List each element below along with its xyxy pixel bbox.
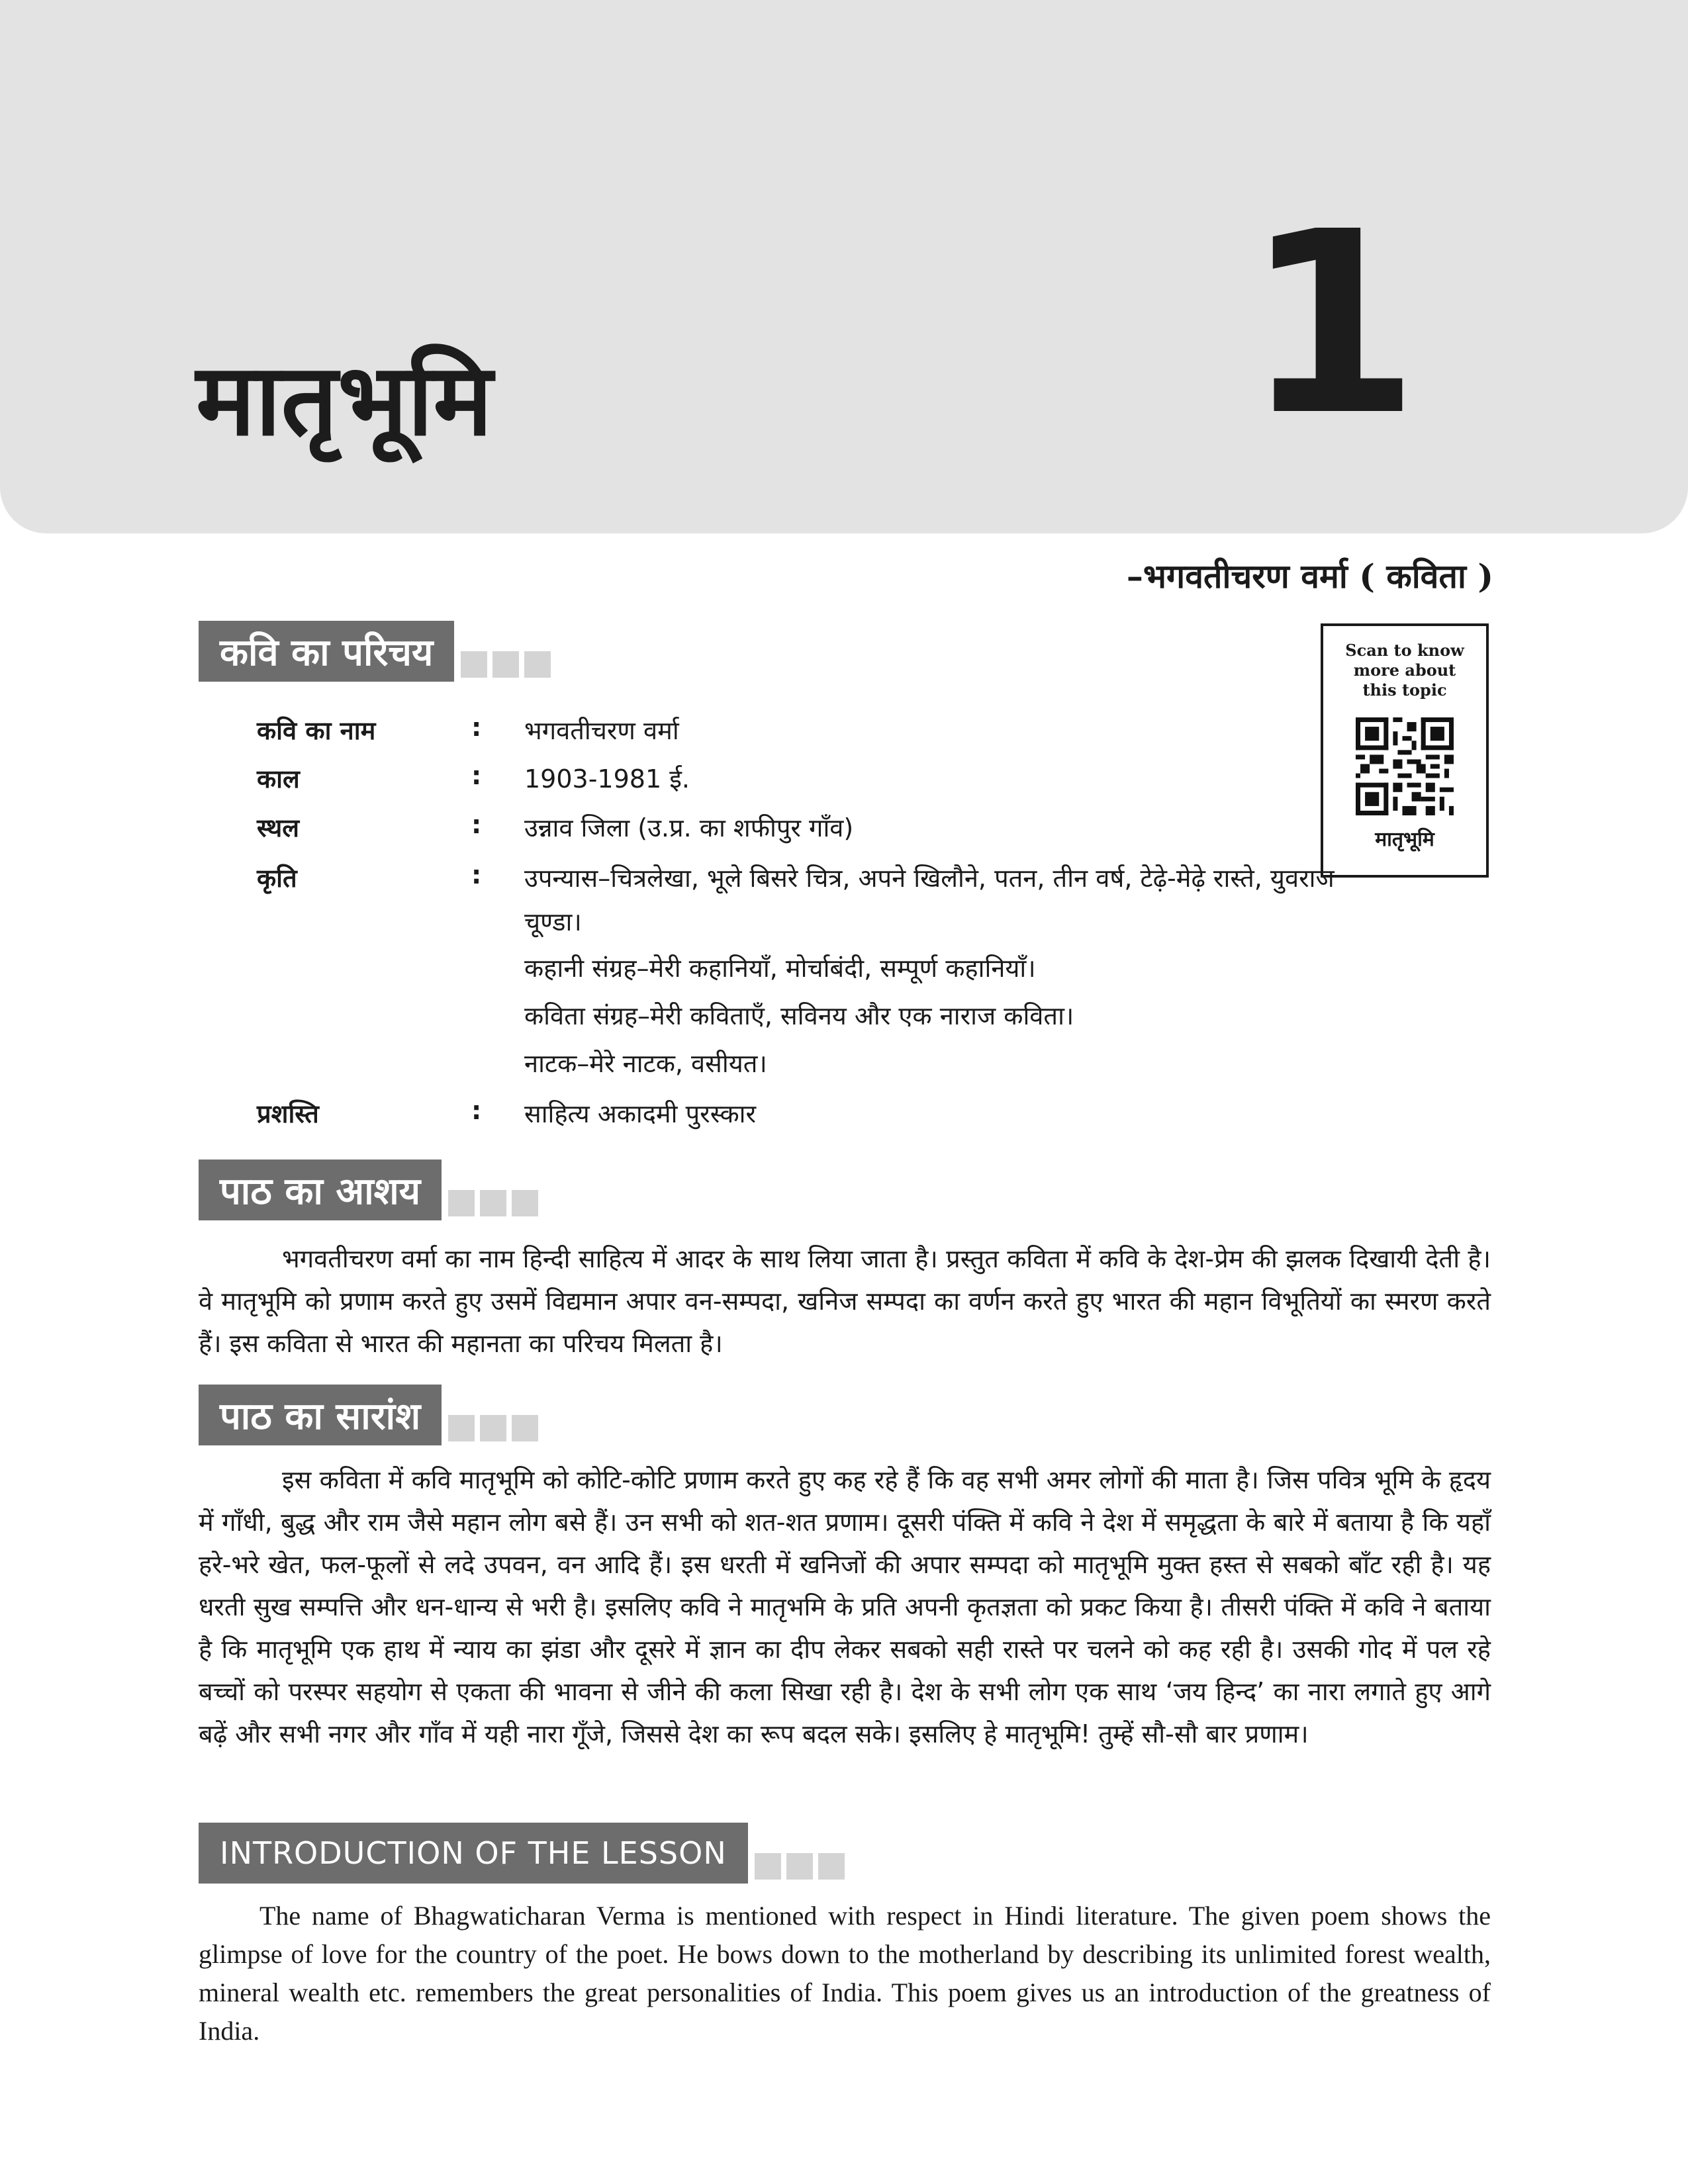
info-colon: : (471, 860, 482, 889)
saransh-paragraph (199, 1459, 1491, 1755)
info-label: प्रशस्ति (257, 1099, 319, 1128)
info-value: साहित्य अकादमी पुरस्कार (524, 1099, 757, 1128)
info-label: काल (257, 764, 300, 794)
aashay-paragraph (199, 1238, 1491, 1365)
heading-decoration (755, 1853, 845, 1880)
english-paragraph (199, 1897, 1491, 2050)
section-heading-label: पाठ का सारांश (199, 1385, 442, 1445)
qr-topic-label: मातृभूमि (1375, 828, 1434, 851)
section-heading-aashay (199, 1160, 538, 1220)
qr-code-box[interactable] (1321, 623, 1489, 878)
section-heading-intro (199, 621, 551, 682)
heading-decoration (448, 1190, 538, 1216)
chapter-title: मातृभूमि (196, 343, 493, 458)
works-line-novels-cont: चूण्डा। (524, 907, 582, 936)
section-heading-saransh (199, 1385, 538, 1445)
heading-decoration (448, 1415, 538, 1441)
info-value: भगवतीचरण वर्मा (524, 716, 679, 745)
saransh-text: इस कविता में कवि मातृभूमि को कोटि-कोटि प्रणाम करते हुए कह रहे हैं कि वह सभी अमर लोगों की माता है। जिस पवित्र भूमि के हृदय में गाँधी, बुद्ध और राम जैसे महान लोग बसे हैं। उन सभी को शत-शत प्रणाम। दूसरी पंक्ति में कवि ने देश में समृद्धता के बारे में बताया है कि यहाँ हरे-भरे खेत, फल-फूलों से लदे उपवन, वन आदि हैं। इस धरती में खनिजों की अपार सम्पदा को मातृभूमि मुक्त हस्त से सबको बाँट रही है। यह धरती सुख सम्पत्ति और धन-धान्य से भरी है। इसलिए कवि ने मातृभमि के प्रति अपनी कृतज्ञता को प्रकट किया है। तीसरी पंक्ति में कवि ने बताया है कि मातृभूमि एक हाथ में न्याय का झंडा और दूसरे में ज्ञान का दीप लेकर सबको सही रास्ते पर चलने को कह रही है। उसकी गोद में पल रहे बच्चों को परस्पर सहयोग से एकता की भावना से जीने की कला सिखा रही है। देश के सभी लोग एक साथ ‘जय हिन्द’ का नारा लगाते हुए आगे बढ़ें और सभी नगर और गाँव में यही नारा गूँजे, जिससे देश का रूप बदल सके। इसलिए हे मातृभूमि! तुम्हें सौ-सौ बार प्रणाम। (199, 1465, 1491, 1749)
author-byline: –भगवतीचरण वर्मा ( कविता ) (1126, 557, 1493, 596)
section-heading-label: कवि का परिचय (199, 621, 454, 682)
qr-caption: Scan to know more about this topic (1345, 641, 1464, 700)
info-label: स्थल (257, 813, 300, 842)
works-line-novels: उपन्यास–चित्रलेखा, भूले बिसरे चित्र, अपने खिलौने, पतन, तीन वर्ष, टेढ़े-मेढ़े रास्ते, युवराज (524, 864, 1335, 893)
qr-code-icon[interactable] (1356, 717, 1454, 815)
section-heading-label: INTRODUCTION OF THE LESSON (199, 1823, 748, 1884)
aashay-text: भगवतीचरण वर्मा का नाम हिन्दी साहित्य में आदर के साथ लिया जाता है। प्रस्तुत कविता में कवि के देश-प्रेम की झलक दिखायी देती है। वे मातृभूमि को प्रणाम करते हुए उसमें विद्यमान अपार वन-सम्पदा, खनिज सम्पदा का वर्णन करते हुए भारत की महान विभूतियों का स्मरण करते हैं। इस कविता से भारत की महानता का परिचय मिलता है। (199, 1244, 1491, 1358)
section-heading-label: पाठ का आशय (199, 1160, 442, 1220)
info-value: 1903-1981 ई. (524, 764, 690, 794)
section-heading-english (199, 1823, 845, 1884)
heading-decoration (461, 651, 551, 678)
works-line-poems: कविता संग्रह–मेरी कविताएँ, सविनय और एक नाराज कविता। (524, 1001, 1074, 1030)
info-label: कृति (257, 864, 297, 893)
english-text: The name of Bhagwaticharan Verma is mentioned with respect in Hindi literature. The given poem shows the glimpse of love for the country of the poet. He bows down to the motherland by describing its unlimited forest wealth, mineral wealth etc. remembers the great personalities of India. This poem gives us an introduction of the greatness of India. (199, 1901, 1491, 2046)
info-value: उन्नाव जिला (उ.प्र. का शफीपुर गाँव) (524, 813, 854, 842)
chapter-number: 1 (1244, 177, 1420, 471)
info-label: कवि का नाम (257, 716, 376, 745)
info-colon: : (471, 761, 482, 790)
info-colon: : (471, 1096, 482, 1125)
info-colon: : (471, 713, 482, 742)
works-line-plays: नाटक–मेरे नाटक, वसीयत। (524, 1049, 767, 1078)
info-colon: : (471, 810, 482, 839)
works-line-stories: कहानी संग्रह–मेरी कहानियाँ, मोर्चाबंदी, सम्पूर्ण कहानियाँ। (524, 954, 1036, 983)
